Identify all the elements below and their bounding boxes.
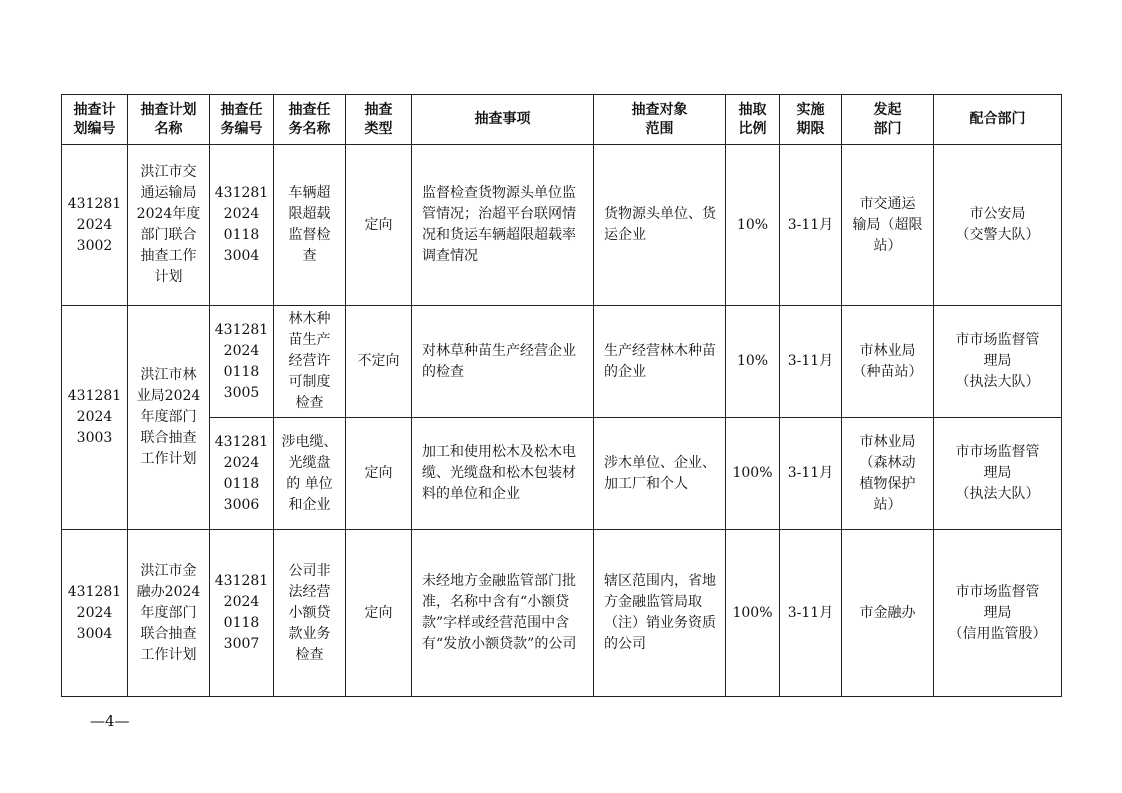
header-scope: 抽查对象 范围 <box>594 95 726 145</box>
plan-name: 洪江市交 通运输局 2024年度 部门联合 抽查工作 计划 <box>128 145 210 306</box>
header-period: 实施 期限 <box>780 95 842 145</box>
task-cooperator: 市市场监督管 理局 （信用监管股） <box>934 530 1062 697</box>
task-no: 431281 2024 0118 3006 <box>210 418 274 530</box>
plan-no: 431281 2024 3003 <box>62 306 128 530</box>
header-initiator: 发起 部门 <box>842 95 934 145</box>
header-item: 抽查事项 <box>412 95 594 145</box>
header-ratio: 抽取 比例 <box>726 95 780 145</box>
task-name: 公司非 法经营 小额贷 款业务 检查 <box>274 530 346 697</box>
task-name: 涉电缆、 光缆盘 的 单位 和企业 <box>274 418 346 530</box>
task-name: 车辆超 限超载 监督检 查 <box>274 145 346 306</box>
header-type: 抽查 类型 <box>346 95 412 145</box>
task-type: 定向 <box>346 530 412 697</box>
task-no: 431281 2024 0118 3005 <box>210 306 274 418</box>
task-period: 3-11月 <box>780 418 842 530</box>
task-name: 林木种 苗生产 经营许 可制度 检查 <box>274 306 346 418</box>
plan-no: 431281 2024 3002 <box>62 145 128 306</box>
task-initiator: 市交通运 输局（超限 站） <box>842 145 934 306</box>
task-item: 对林草种苗生产经营企业的检查 <box>412 306 594 418</box>
task-ratio: 10% <box>726 306 780 418</box>
task-item: 加工和使用松木及松木电缆、光缆盘和松木包装材料的单位和企业 <box>412 418 594 530</box>
header-task-name: 抽查任 务名称 <box>274 95 346 145</box>
task-item: 未经地方金融监管部门批准，名称中含有“小额贷款”字样或经营范围中含有“发放小额贷款”的公司 <box>412 530 594 697</box>
task-initiator: 市金融办 <box>842 530 934 697</box>
task-cooperator: 市市场监督管 理局 （执法大队） <box>934 418 1062 530</box>
task-type: 不定向 <box>346 306 412 418</box>
task-cooperator: 市公安局 （交警大队） <box>934 145 1062 306</box>
inspection-plan-table <box>61 94 1062 697</box>
task-no: 431281 2024 0118 3004 <box>210 145 274 306</box>
task-scope: 生产经营林木种苗的企业 <box>594 306 726 418</box>
page-number: —4— <box>90 712 130 730</box>
header-cooperator: 配合部门 <box>934 95 1062 145</box>
task-ratio: 100% <box>726 530 780 697</box>
task-ratio: 10% <box>726 145 780 306</box>
task-initiator: 市林业局 （森林动 植物保护 站） <box>842 418 934 530</box>
task-scope: 货物源头单位、货运企业 <box>594 145 726 306</box>
plan-no: 431281 2024 3004 <box>62 530 128 697</box>
task-scope: 涉木单位、企业、加工厂和个人 <box>594 418 726 530</box>
table-row <box>62 418 1062 530</box>
task-period: 3-11月 <box>780 145 842 306</box>
task-item: 监督检查货物源头单位监管情况；治超平台联网情况和货运车辆超限超载率调查情况 <box>412 145 594 306</box>
header-plan-no: 抽查计 划编号 <box>62 95 128 145</box>
task-type: 定向 <box>346 418 412 530</box>
table-row <box>62 530 1062 697</box>
task-scope: 辖区范围内，省地方金融监管局取（注）销业务资质的公司 <box>594 530 726 697</box>
task-type: 定向 <box>346 145 412 306</box>
task-initiator: 市林业局 （种苗站） <box>842 306 934 418</box>
header-task-no: 抽查任 务编号 <box>210 95 274 145</box>
plan-name: 洪江市林 业局2024 年度部门 联合抽查 工作计划 <box>128 306 210 530</box>
task-period: 3-11月 <box>780 530 842 697</box>
task-period: 3-11月 <box>780 306 842 418</box>
header-plan-name: 抽查计划 名称 <box>128 95 210 145</box>
task-ratio: 100% <box>726 418 780 530</box>
table-row <box>62 306 1062 418</box>
table-row <box>62 145 1062 306</box>
task-no: 431281 2024 0118 3007 <box>210 530 274 697</box>
plan-name: 洪江市金 融办2024 年度部门 联合抽查 工作计划 <box>128 530 210 697</box>
task-cooperator: 市市场监督管 理局 （执法大队） <box>934 306 1062 418</box>
header-row <box>62 95 1062 145</box>
